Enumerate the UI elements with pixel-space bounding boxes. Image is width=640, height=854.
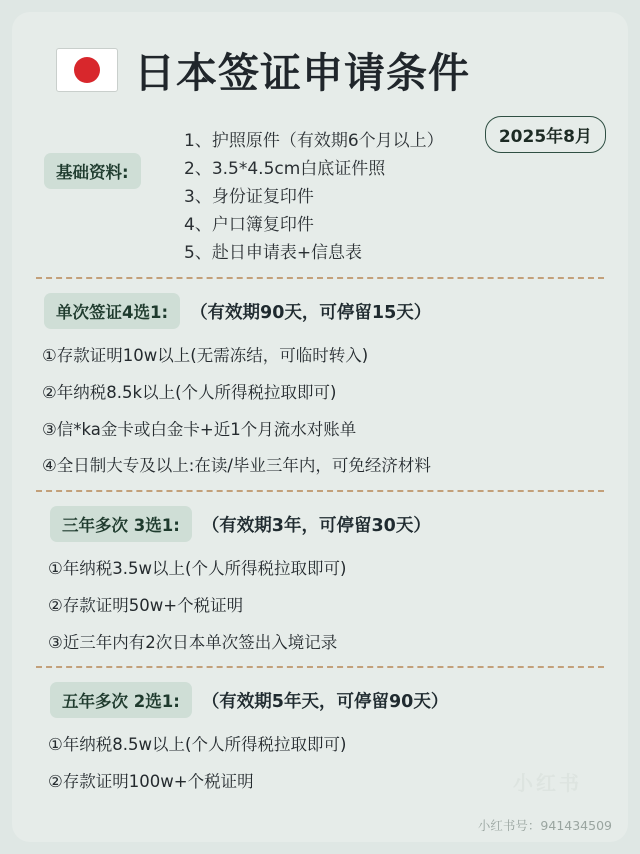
list-item: ②存款证明50w+个税证明: [48, 595, 244, 615]
list-item: 4、户口簿复印件: [184, 215, 314, 236]
list-item: 3、身份证复印件: [184, 187, 314, 208]
list-item: 5、赴日申请表+信息表: [184, 243, 363, 264]
list-item: ②年纳税8.5k以上(个人所得税拉取即可): [42, 382, 337, 402]
date-badge: 2025年8月: [485, 116, 606, 153]
section-header: [50, 506, 604, 542]
list-item: ③信*ka金卡或白金卡+近1个月流水对账单: [42, 419, 357, 439]
list-item: ①年纳税8.5w以上(个人所得税拉取即可): [48, 735, 347, 755]
list-item: ③近三年内有2次日本单次签出入境记录: [48, 632, 338, 652]
section-note: （有效期5年天，可停留90天）: [201, 691, 449, 712]
section-three-year: [34, 506, 606, 656]
page-title: 日本签证申请条件: [134, 49, 470, 97]
basic-materials-block: [34, 125, 606, 267]
divider: [36, 490, 604, 492]
list-item: ④全日制大专及以上:在读/毕业三年内，可免经济材料: [42, 456, 431, 476]
document-card: [12, 12, 628, 842]
watermark-account-id: 小红书号：941434509: [477, 818, 612, 833]
list-item: ②存款证明100w+个税证明: [48, 771, 254, 791]
section-single-entry: [34, 293, 606, 480]
basic-materials-list: [184, 125, 606, 267]
list-item: ①存款证明10w以上(无需冻结，可临时转入): [42, 346, 369, 366]
section-tag: 五年多次 2选1:: [50, 682, 192, 718]
list-item: 1、护照原件（有效期6个月以上）: [184, 131, 444, 151]
divider: [36, 666, 604, 668]
section-header: [44, 293, 604, 329]
basic-materials-tag: 基础资料:: [44, 153, 141, 189]
section-tag: 单次签证4选1:: [44, 293, 180, 329]
section-note: （有效期3年，可停留30天）: [201, 515, 431, 536]
section-note: （有效期90天，可停留15天）: [190, 302, 432, 323]
section-tag: 三年多次 3选1:: [50, 506, 192, 542]
list-item: 2、3.5*4.5cm白底证件照: [184, 159, 386, 180]
section-items: [36, 556, 604, 656]
japan-flag-icon: [56, 48, 118, 92]
section-header: [50, 682, 604, 718]
header: [34, 30, 606, 103]
watermark-logo: 小红书: [513, 771, 582, 795]
divider: [36, 277, 604, 279]
section-items: [36, 343, 604, 480]
list-item: ①年纳税3.5w以上(个人所得税拉取即可): [48, 559, 347, 579]
